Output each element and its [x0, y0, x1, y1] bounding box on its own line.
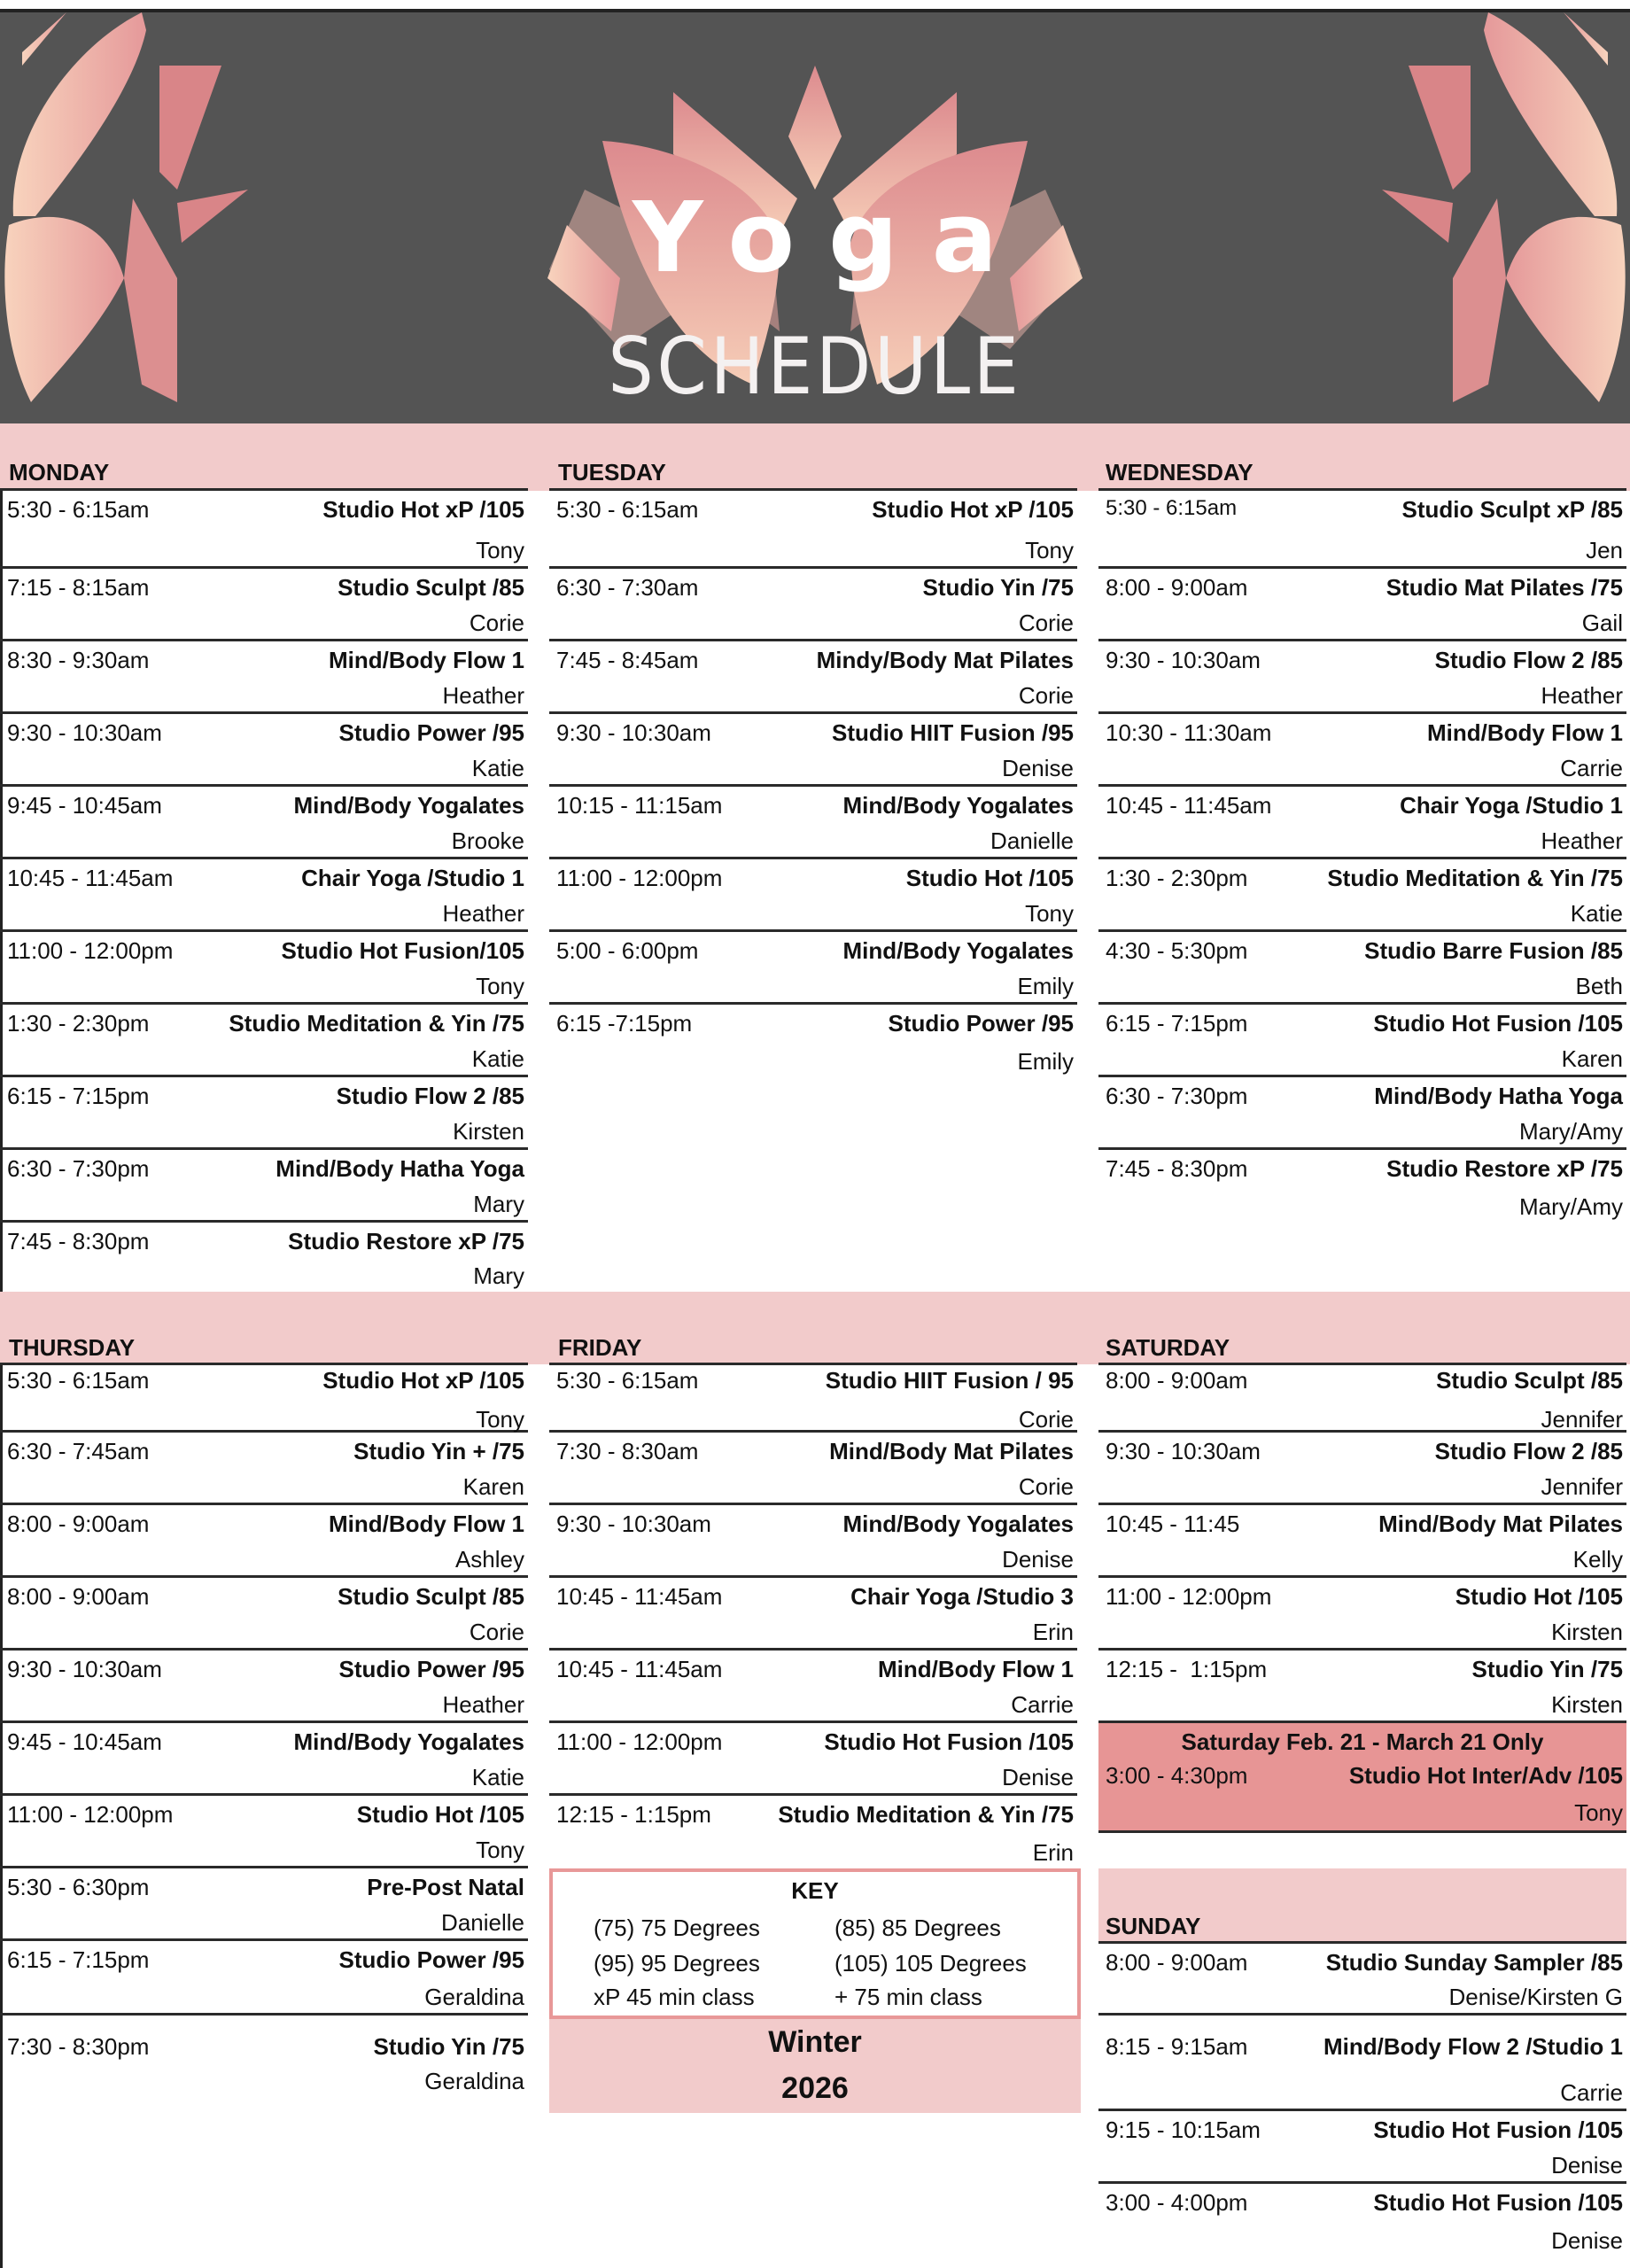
class-time: 11:00 - 12:00pm — [556, 1728, 723, 1755]
class-time: 7:45 - 8:30pm — [1106, 1155, 1248, 1182]
class-instructor: Tony — [476, 537, 524, 563]
class-time: 9:45 - 10:45am — [7, 792, 162, 819]
class-name: Studio Flow 2 /85 — [1434, 647, 1623, 673]
class-name: Studio Restore xP /75 — [288, 1228, 524, 1254]
class-time: 1:30 - 2:30pm — [7, 1010, 150, 1037]
class-name: Studio Flow 2 /85 — [1434, 1438, 1623, 1464]
class-row — [1098, 1651, 1626, 1723]
class-row — [1098, 1150, 1626, 1223]
header-banner — [0, 12, 1630, 423]
class-row — [0, 1505, 528, 1578]
class-instructor: Corie — [469, 610, 524, 636]
class-instructor: Jennifer — [1541, 1406, 1623, 1433]
legend-title: KEY — [791, 1877, 839, 1904]
class-name: Chair Yoga /Studio 1 — [1400, 792, 1623, 819]
class-name: Studio Hot Fusion/105 — [281, 937, 524, 964]
class-row — [549, 1505, 1077, 1578]
class-row — [549, 859, 1077, 932]
class-instructor: Tony — [476, 1406, 524, 1433]
class-instructor: Denise — [1002, 1764, 1074, 1790]
class-instructor: Erin — [1032, 1619, 1074, 1645]
class-instructor: Tony — [1025, 900, 1074, 927]
class-instructor: Corie — [1018, 682, 1074, 709]
class-instructor: Mary/Amy — [1519, 1193, 1623, 1220]
class-name: Studio Mat Pilates /75 — [1386, 574, 1623, 601]
class-time: 9:45 - 10:45am — [7, 1728, 162, 1755]
day-heading: THURSDAY — [9, 1334, 136, 1361]
legend-item: xP 45 min class — [594, 1984, 755, 2010]
class-instructor: Heather — [442, 682, 524, 709]
class-time: 5:30 - 6:15am — [556, 496, 699, 523]
class-time: 5:00 - 6:00pm — [556, 937, 699, 964]
class-instructor: Geraldina — [424, 1984, 524, 2010]
class-instructor: Denise/Kirsten G — [1448, 1984, 1623, 2010]
class-name: Studio Hot /105 — [905, 865, 1074, 891]
class-row — [549, 1723, 1077, 1796]
class-name: Mind/Body Hatha Yoga — [1374, 1083, 1623, 1109]
class-row — [0, 488, 528, 569]
season-year: 2026 — [781, 2071, 849, 2105]
class-time: 10:45 - 11:45am — [556, 1583, 723, 1610]
class-time: 5:30 - 6:15am — [1106, 496, 1238, 520]
class-name: Studio Power /95 — [338, 1656, 524, 1682]
class-row — [549, 1651, 1077, 1723]
class-time: 5:30 - 6:30pm — [7, 1874, 150, 1900]
class-row — [0, 1868, 528, 1941]
class-name: Studio Hot Fusion /105 — [1373, 1010, 1623, 1037]
class-name: Mind/Body Yogalates — [293, 1728, 524, 1755]
class-instructor: Denise — [1002, 755, 1074, 781]
class-row — [1098, 1363, 1626, 1433]
class-row — [1098, 488, 1626, 569]
class-time: 11:00 - 12:00pm — [7, 937, 174, 964]
class-instructor: Denise — [1551, 2152, 1623, 2179]
class-time: 9:30 - 10:30am — [7, 719, 162, 746]
class-name: Studio Hot Fusion /105 — [824, 1728, 1074, 1755]
class-instructor: Danielle — [990, 827, 1074, 854]
class-row — [1098, 641, 1626, 714]
class-row — [1098, 714, 1626, 787]
legend-item: (85) 85 Degrees — [834, 1915, 1001, 1941]
class-instructor: Ashley — [454, 1546, 524, 1573]
class-row — [1098, 2184, 1626, 2256]
class-instructor: Denise — [1551, 2227, 1623, 2254]
class-name: Studio Sculpt xP /85 — [1401, 496, 1623, 523]
class-time: 10:45 - 11:45am — [556, 1656, 723, 1682]
class-time: 6:30 - 7:30pm — [7, 1155, 150, 1182]
class-name: Studio Hot Fusion /105 — [1373, 2189, 1623, 2216]
class-row — [549, 1363, 1077, 1433]
class-name: Studio Hot xP /105 — [872, 496, 1074, 523]
day-heading: TUESDAY — [558, 459, 666, 485]
class-name: Studio Yin /75 — [922, 574, 1074, 601]
class-name: Mind/Body Hatha Yoga — [276, 1155, 524, 1182]
legend-item: + 75 min class — [834, 1984, 982, 2010]
class-instructor: Mary/Amy — [1519, 1118, 1623, 1145]
banner-subtitle: SCHEDULE — [608, 321, 1022, 412]
class-name: Studio Meditation & Yin /75 — [1327, 865, 1623, 891]
class-row — [1098, 1433, 1626, 1505]
class-row — [0, 1578, 528, 1651]
class-instructor: Emily — [1017, 1048, 1074, 1075]
class-row — [1098, 2016, 1626, 2111]
class-instructor: Heather — [442, 900, 524, 927]
class-time: 8:15 - 9:15am — [1106, 2033, 1248, 2060]
class-name: Studio Hot Fusion /105 — [1373, 2117, 1623, 2143]
class-instructor: Jen — [1586, 537, 1623, 563]
class-row — [1098, 859, 1626, 932]
class-time: 6:30 - 7:30am — [556, 574, 699, 601]
class-time: 6:30 - 7:30pm — [1106, 1083, 1248, 1109]
class-row — [549, 569, 1077, 641]
class-row — [0, 1796, 528, 1868]
class-instructor: Corie — [1018, 1473, 1074, 1500]
class-time: 3:00 - 4:00pm — [1106, 2189, 1248, 2216]
class-row — [549, 641, 1077, 714]
class-time: 10:30 - 11:30am — [1106, 719, 1272, 746]
class-instructor: Kelly — [1572, 1546, 1623, 1573]
class-name: Mind/Body Mat Pilates — [829, 1438, 1074, 1464]
weekday-header-band — [0, 423, 1630, 491]
class-name: Studio Hot xP /105 — [322, 1367, 524, 1394]
day-heading: WEDNESDAY — [1106, 459, 1254, 485]
class-row — [1098, 1578, 1626, 1651]
class-instructor: Geraldina — [424, 2068, 524, 2094]
class-row — [549, 488, 1077, 569]
class-name: Studio Power /95 — [338, 719, 524, 746]
class-name: Mind/Body Yogalates — [293, 792, 524, 819]
class-instructor: Carrie — [1560, 755, 1623, 781]
class-name: Pre-Post Natal — [367, 1874, 524, 1900]
class-row — [549, 932, 1077, 1005]
class-time: 3:00 - 4:30pm — [1106, 1762, 1248, 1789]
class-row — [0, 1223, 528, 1292]
class-time: 11:00 - 12:00pm — [556, 865, 723, 891]
class-time: 5:30 - 6:15am — [7, 1367, 150, 1394]
class-time: 12:15 - 1:15pm — [1106, 1656, 1268, 1682]
class-time: 11:00 - 12:00pm — [7, 1801, 174, 1828]
class-row — [549, 1433, 1077, 1505]
class-instructor: Corie — [1018, 610, 1074, 636]
class-row — [549, 1578, 1077, 1651]
class-name: Studio HIIT Fusion / 95 — [825, 1367, 1074, 1394]
class-time: 5:30 - 6:15am — [7, 496, 150, 523]
class-time: 9:30 - 10:30am — [1106, 1438, 1261, 1464]
class-row — [0, 787, 528, 859]
class-row — [0, 932, 528, 1005]
class-instructor: Tony — [1574, 1799, 1623, 1826]
class-instructor: Kirsten — [453, 1118, 524, 1145]
legend-key-box — [549, 1868, 1081, 2019]
class-instructor: Erin — [1032, 1839, 1074, 1866]
class-time: 8:00 - 9:00am — [1106, 574, 1248, 601]
class-row — [0, 1005, 528, 1077]
weekend-header-band — [0, 1292, 1630, 1364]
class-time: 8:00 - 9:00am — [1106, 1949, 1248, 1976]
class-row — [549, 714, 1077, 787]
class-name: Studio Hot Inter/Adv /105 — [1348, 1762, 1623, 1789]
class-time: 5:30 - 6:15am — [556, 1367, 699, 1394]
class-row — [1098, 1505, 1626, 1578]
class-name: Mind/Body Flow 1 — [1427, 719, 1623, 746]
class-time: 7:30 - 8:30am — [556, 1438, 699, 1464]
class-name: Studio Power /95 — [888, 1010, 1074, 1037]
special-date-range: Saturday Feb. 21 - March 21 Only — [1181, 1728, 1544, 1755]
special-class-row — [1098, 1723, 1626, 1833]
class-instructor: Corie — [469, 1619, 524, 1645]
legend-item: (95) 95 Degrees — [594, 1950, 760, 1977]
legend-item: (75) 75 Degrees — [594, 1915, 760, 1941]
class-time: 9:30 - 10:30am — [1106, 647, 1261, 673]
class-time: 10:45 - 11:45am — [1106, 792, 1272, 819]
class-row — [1098, 1941, 1626, 2016]
class-row — [1098, 787, 1626, 859]
legend-item: (105) 105 Degrees — [834, 1950, 1027, 1977]
class-instructor: Katie — [471, 1764, 524, 1790]
season-label — [549, 2019, 1081, 2113]
class-instructor: Carrie — [1011, 1691, 1074, 1718]
class-name: Mind/Body Flow 1 — [329, 1511, 524, 1537]
class-instructor: Karen — [1561, 1045, 1623, 1072]
class-time: 9:30 - 10:30am — [556, 719, 711, 746]
class-time: 4:30 - 5:30pm — [1106, 937, 1248, 964]
class-time: 6:15 -7:15pm — [556, 1010, 693, 1037]
class-row — [1098, 2111, 1626, 2184]
class-instructor: Heather — [442, 1691, 524, 1718]
class-row — [549, 1796, 1077, 1868]
day-heading: SUNDAY — [1106, 1913, 1201, 1939]
class-time: 6:30 - 7:45am — [7, 1438, 150, 1464]
class-name: Mind/Body Flow 1 — [878, 1656, 1074, 1682]
class-row — [0, 714, 528, 787]
day-heading: FRIDAY — [558, 1334, 642, 1361]
class-time: 7:45 - 8:45am — [556, 647, 699, 673]
class-time: 10:45 - 11:45am — [7, 865, 174, 891]
class-instructor: Emily — [1017, 973, 1074, 999]
class-row — [1098, 1077, 1626, 1150]
class-instructor: Heather — [1541, 827, 1623, 854]
class-time: 9:30 - 10:30am — [556, 1511, 711, 1537]
class-time: 6:15 - 7:15pm — [7, 1946, 150, 1973]
class-name: Studio Flow 2 /85 — [336, 1083, 524, 1109]
class-time: 6:15 - 7:15pm — [7, 1083, 150, 1109]
class-name: Studio Hot /105 — [1455, 1583, 1623, 1610]
sunday-header-band — [1098, 1868, 1626, 1943]
class-row — [549, 1005, 1077, 1077]
class-row — [0, 569, 528, 641]
class-row — [0, 1363, 528, 1433]
class-instructor: Gail — [1581, 610, 1623, 636]
class-name: Studio Hot xP /105 — [322, 496, 524, 523]
class-instructor: Jennifer — [1541, 1473, 1623, 1500]
class-instructor: Danielle — [441, 1909, 524, 1936]
class-instructor: Katie — [1570, 900, 1623, 927]
class-time: 9:15 - 10:15am — [1106, 2117, 1261, 2143]
class-row — [0, 1941, 528, 2016]
class-name: Studio HIIT Fusion /95 — [832, 719, 1074, 746]
class-instructor: Tony — [476, 1837, 524, 1863]
class-time: 7:45 - 8:30pm — [7, 1228, 150, 1254]
class-instructor: Kirsten — [1551, 1691, 1623, 1718]
class-name: Mindy/Body Mat Pilates — [816, 647, 1074, 673]
class-time: 7:15 - 8:15am — [7, 574, 150, 601]
class-row — [0, 1651, 528, 1723]
class-row — [0, 1077, 528, 1150]
class-name: Mind/Body Flow 2 /Studio 1 — [1323, 2033, 1623, 2060]
class-instructor: Corie — [1018, 1406, 1074, 1433]
class-instructor: Kirsten — [1551, 1619, 1623, 1645]
day-heading: SATURDAY — [1106, 1334, 1230, 1361]
class-name: Studio Yin + /75 — [353, 1438, 524, 1464]
class-name: Studio Meditation & Yin /75 — [229, 1010, 524, 1037]
class-name: Mind/Body Yogalates — [842, 937, 1074, 964]
class-instructor: Carrie — [1560, 2079, 1623, 2106]
class-time: 8:30 - 9:30am — [7, 647, 150, 673]
class-instructor: Tony — [476, 973, 524, 999]
class-time: 11:00 - 12:00pm — [1106, 1583, 1272, 1610]
class-name: Studio Sculpt /85 — [1436, 1367, 1623, 1394]
class-name: Studio Sculpt /85 — [338, 1583, 524, 1610]
class-name: Chair Yoga /Studio 3 — [850, 1583, 1074, 1610]
class-name: Studio Sculpt /85 — [338, 574, 524, 601]
class-name: Studio Power /95 — [338, 1946, 524, 1973]
class-name: Studio Yin /75 — [373, 2033, 524, 2060]
class-name: Studio Sunday Sampler /85 — [1325, 1949, 1623, 1976]
class-instructor: Karen — [462, 1473, 524, 1500]
class-name: Studio Hot /105 — [356, 1801, 524, 1828]
class-time: 6:15 - 7:15pm — [1106, 1010, 1248, 1037]
class-row — [0, 1723, 528, 1796]
class-row — [0, 1433, 528, 1505]
class-name: Mind/Body Mat Pilates — [1378, 1511, 1623, 1537]
class-name: Mind/Body Yogalates — [842, 792, 1074, 819]
class-row — [1098, 569, 1626, 641]
class-name: Studio Meditation & Yin /75 — [778, 1801, 1074, 1828]
class-time: 8:00 - 9:00am — [7, 1583, 150, 1610]
class-time: 8:00 - 9:00am — [7, 1511, 150, 1537]
class-instructor: Brooke — [451, 827, 524, 854]
class-name: Studio Barre Fusion /85 — [1364, 937, 1623, 964]
class-instructor: Denise — [1002, 1546, 1074, 1573]
class-instructor: Katie — [471, 755, 524, 781]
class-name: Mind/Body Flow 1 — [329, 647, 524, 673]
class-name: Studio Yin /75 — [1471, 1656, 1623, 1682]
class-instructor: Heather — [1541, 682, 1623, 709]
class-name: Mind/Body Yogalates — [842, 1511, 1074, 1537]
class-instructor: Tony — [1025, 537, 1074, 563]
class-time: 10:45 - 11:45 — [1106, 1511, 1240, 1537]
class-row — [0, 1150, 528, 1223]
class-instructor: Mary — [473, 1262, 524, 1289]
banner-title: Yoga — [632, 181, 1032, 294]
class-time: 10:15 - 11:15am — [556, 792, 723, 819]
class-name: Studio Restore xP /75 — [1386, 1155, 1623, 1182]
class-time: 12:15 - 1:15pm — [556, 1801, 711, 1828]
day-heading: MONDAY — [9, 459, 110, 485]
class-row — [1098, 932, 1626, 1005]
class-row — [1098, 1005, 1626, 1077]
class-row — [549, 787, 1077, 859]
season-name: Winter — [768, 2025, 862, 2059]
class-row — [0, 2016, 528, 2111]
class-time: 9:30 - 10:30am — [7, 1656, 162, 1682]
class-instructor: Katie — [471, 1045, 524, 1072]
class-time: 7:30 - 8:30pm — [7, 2033, 150, 2060]
class-row — [0, 641, 528, 714]
class-instructor: Beth — [1575, 973, 1623, 999]
class-name: Chair Yoga /Studio 1 — [301, 865, 524, 891]
class-instructor: Mary — [473, 1191, 524, 1217]
class-time: 1:30 - 2:30pm — [1106, 865, 1248, 891]
class-row — [0, 859, 528, 932]
class-time: 8:00 - 9:00am — [1106, 1367, 1248, 1394]
